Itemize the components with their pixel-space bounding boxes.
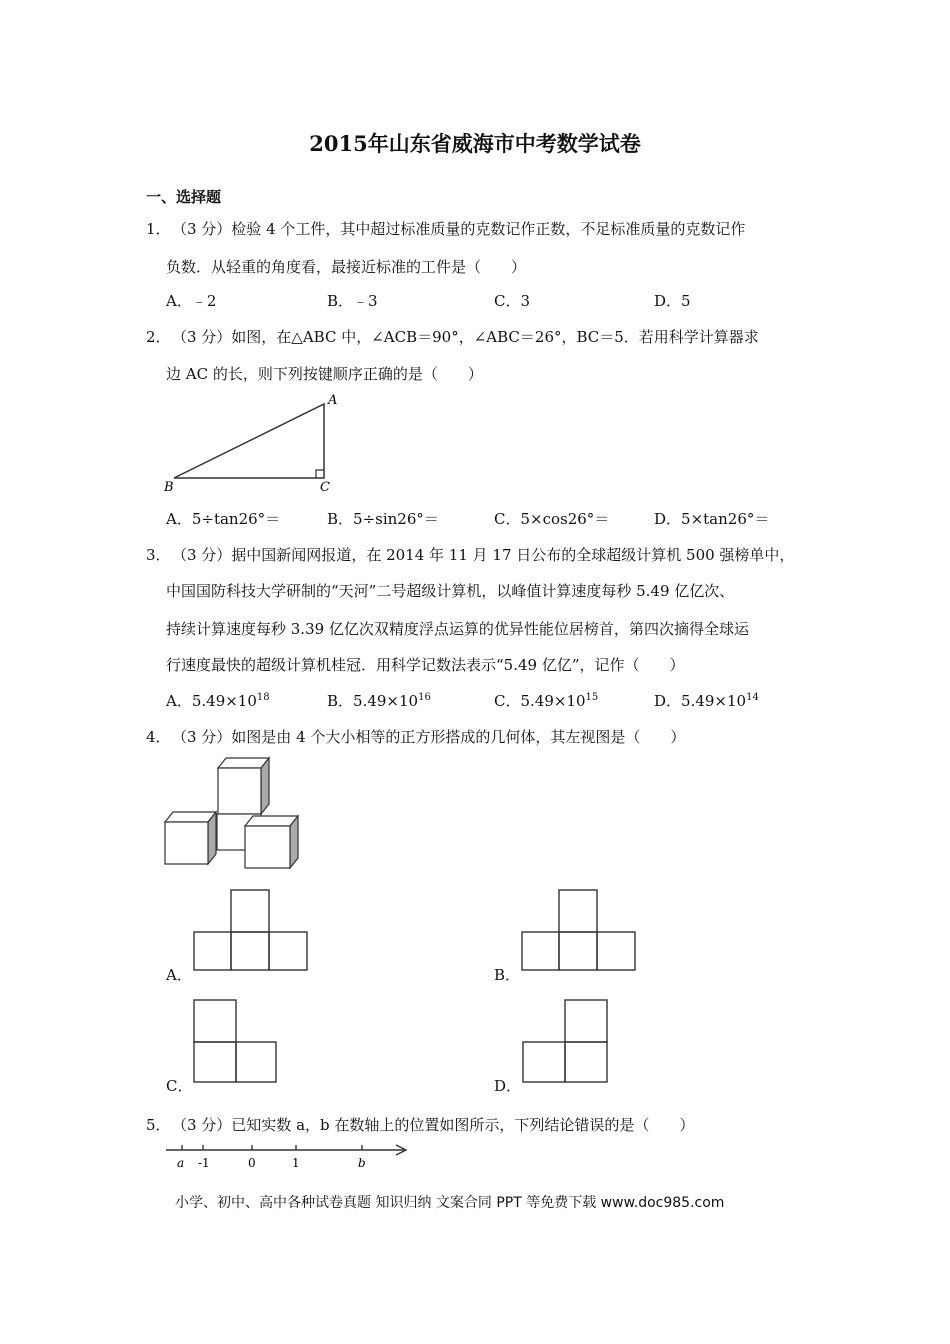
question-text: （3 分）如图是由 4 个大小相等的正方形搭成的几何体，其左视图是（ ） xyxy=(172,728,686,746)
question-text: （3 分）已知实数 a，b 在数轴上的位置如图所示，下列结论错误的是（ ） xyxy=(172,1116,695,1134)
option-d[interactable]: D．5×tan26°＝ xyxy=(654,510,770,528)
question-text: 负数．从轻重的角度看，最接近标准的工件是（ ） xyxy=(166,258,527,276)
option-c[interactable]: C．3 xyxy=(494,292,531,310)
question-number: 4． xyxy=(146,728,171,746)
section-heading: 一、选择题 xyxy=(146,188,222,206)
question-number: 1． xyxy=(146,220,171,238)
option-a-figure xyxy=(192,888,312,974)
vertex-label-a: A xyxy=(328,393,338,408)
question-number: 3． xyxy=(146,546,171,564)
option-d-figure xyxy=(521,998,613,1086)
axis-label-b: b xyxy=(358,1156,366,1170)
axis-label-one: 1 xyxy=(292,1156,300,1170)
question-number: 2． xyxy=(146,328,171,346)
question-number: 5． xyxy=(146,1116,171,1134)
option-c[interactable]: C．5×cos26°＝ xyxy=(494,510,610,528)
option-d[interactable]: D． xyxy=(494,1077,522,1095)
axis-label-minus-one: -1 xyxy=(198,1156,210,1170)
option-b[interactable]: B．﹣3 xyxy=(327,292,378,310)
question-text: 行速度最快的超级计算机桂冠．用科学记数法表示“5.49 亿亿”，记作（ ） xyxy=(166,656,685,674)
option-a[interactable]: A． xyxy=(166,966,192,984)
axis-label-a: a xyxy=(177,1156,185,1170)
option-a[interactable]: A．5÷tan26°＝ xyxy=(166,510,281,528)
option-b[interactable]: B．$5.49\times 10^{16}$ xyxy=(327,692,431,710)
option-a[interactable]: A．$5.49\times 10^{18}$ xyxy=(166,692,270,710)
axis-label-zero: 0 xyxy=(248,1156,256,1170)
option-c-figure xyxy=(192,998,282,1086)
question-text: 持续计算速度每秒 3.39 亿亿次双精度浮点运算的优异性能位居榜首，第四次摘得全球运 xyxy=(166,620,749,638)
option-c[interactable]: C．$5.49\times 10^{15}$ xyxy=(494,692,599,710)
cubes-figure xyxy=(160,754,310,872)
question-text: （3 分）据中国新闻网报道，在 2014 年 11 月 17 日公布的全球超级计算机 500 强榜单中， xyxy=(172,546,795,564)
page-footer: 小学、初中、高中各种试卷真题 知识归纳 文案合同 PPT 等免费下载 www.doc985.com xyxy=(175,1195,725,1211)
option-d[interactable]: D．$5.49\times 10^{14}$ xyxy=(654,692,759,710)
option-d[interactable]: D．5 xyxy=(654,292,691,310)
question-text: 中国国防科技大学研制的“天河”二号超级计算机，以峰值计算速度每秒 5.49 亿亿次、 xyxy=(166,582,735,600)
option-b[interactable]: B．5÷sin26°＝ xyxy=(327,510,439,528)
option-b-figure xyxy=(520,888,640,974)
vertex-label-c: C xyxy=(320,480,330,495)
question-text: （3 分）检验 4 个工件，其中超过标准质量的克数记作正数，不足标准质量的克数记作 xyxy=(172,220,746,238)
page-title: 2015年山东省威海市中考数学试卷 xyxy=(309,131,641,156)
option-b[interactable]: B． xyxy=(494,966,521,984)
question-text: （3 分）如图，在△ABC 中，∠ACB＝90°，∠ABC＝26°，BC＝5．若用科学计算器求 xyxy=(172,328,759,346)
option-c[interactable]: C． xyxy=(166,1077,193,1095)
number-line-figure xyxy=(160,1140,420,1174)
option-a[interactable]: A．﹣2 xyxy=(166,292,217,310)
triangle-figure xyxy=(160,388,340,498)
vertex-label-b: B xyxy=(164,480,174,495)
question-text: 边 AC 的长，则下列按键顺序正确的是（ ） xyxy=(166,365,483,383)
